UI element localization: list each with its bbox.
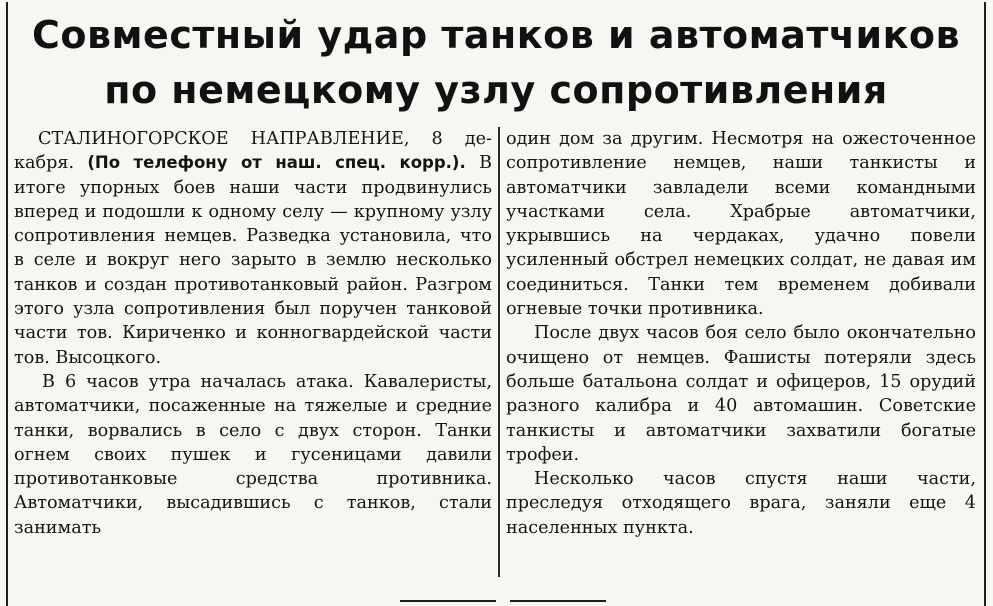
article-column-right: [506, 127, 976, 540]
bottom-rule-left: [400, 600, 496, 602]
column-divider: [498, 127, 500, 577]
headline-line-1: Совместный удар танков и автоматчиков: [31, 13, 961, 57]
byline: (По телефону от наш. спец. корр.).: [87, 153, 466, 173]
bottom-rule-right: [510, 600, 606, 602]
dateline: СТАЛИНОГОРСКОЕ НАПРАВЛЕНИЕ, 8 де-: [38, 129, 492, 149]
body-paragraph: Несколько часов спустя наши части, преследуя отходящего врага, заняли еще 4 населенных пункта.: [506, 469, 976, 538]
body-paragraph: В 6 часов утра началась атака. Кавалеристы, автоматчики, посаженные на тяжелые и средние танки, ворвались в село с двух сторон. Танки огнем своих пушек и гусеницами давили противотанковые средства противника. Автоматчики, высадившись с танков, стали занимать: [14, 371, 492, 538]
article-headline: [10, 8, 982, 118]
body-paragraph: После двух часов боя село было окончательно очищено от немцев. Фашисты потеряли здесь больше батальона солдат и офицеров, 15 орудий разного калибра и 40 автомашин. Советские танкисты и автоматчики захватили богатые трофеи.: [506, 323, 976, 465]
lead-paragraph: [14, 127, 492, 370]
headline-line-2: по немецкому узлу сопротивления: [104, 68, 888, 112]
right-border-rule: [984, 2, 986, 606]
body-paragraph: один дом за другим. Несмотря на ожесточенное сопротивление немцев, наши танкисты и автоматчики завладели всеми командными участками села. Храбрые автоматчики, укрывшись на чердаках, удачно повели усиленный обстрел немецких солдат, не давая им соединиться. Танки тем временем добивали огневые точки противника.: [506, 129, 976, 320]
article-column-left: [14, 127, 492, 540]
lead-body: В итоге упорных боев наши части продвинулись вперед и подошли к одному селу — крупному узлу сопротивления немцев. Разведка установила, что в селе и вокруг него зарыто в землю несколько танков и создан противотанковый район. Разгром этого узла сопротивления был поручен танковой части тов. Кириченко и конногвардейской части тов. Высоцкого.: [14, 153, 493, 368]
dateline-continuation: кабря.: [14, 153, 75, 174]
left-border-rule: [6, 2, 8, 606]
